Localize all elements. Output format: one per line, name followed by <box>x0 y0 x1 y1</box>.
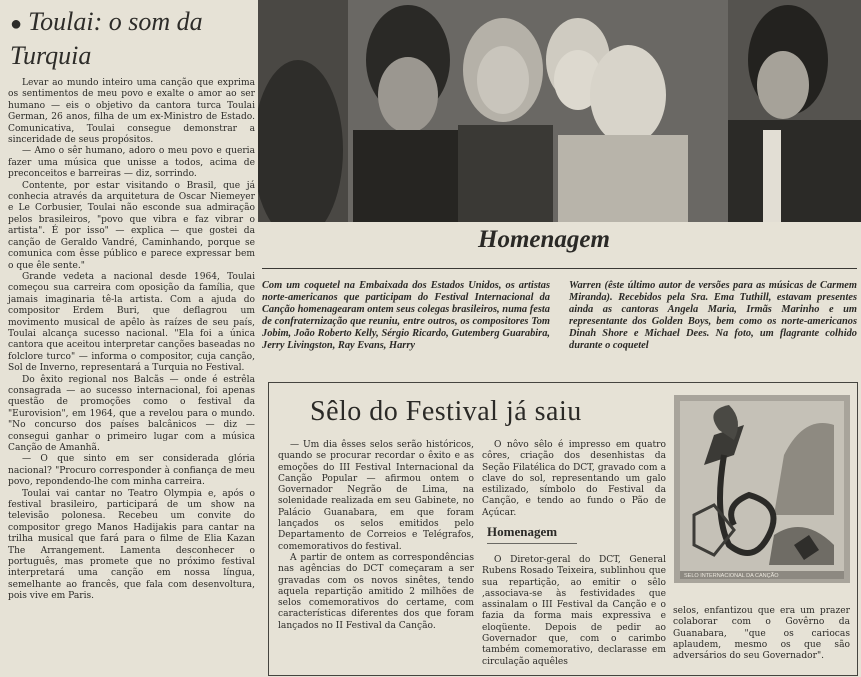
paragraph: Contente, por estar visitando o Brasil, que já conhecia através da arquitetura de Oscar Niemeyer e Le Corbusier, Toulai não esconde sua admiração pelos brasileiros, "povo que vibra e faz vibrar o artista". É por isso" — explica — que gostei da canção de Geraldo Vandré, Caminhando, porque se comunica com êsse público e parece expressar bem o que êle sente." <box>8 180 255 271</box>
paragraph: — Amo o sêr humano, adoro o meu povo e queria fazer uma música que unisse a todos, acima de preconceitos e barreiras — diz, sorrindo. <box>8 146 255 180</box>
paragraph: Levar ao mundo inteiro uma canção que exprima os sentimentos de meu povo e exalte o amor ao ser humano — eis o objetivo da cantora turca Toulai German, 26 anos, filha de um ex-Ministro de Estado. Comunicativa, Toulai consegue demonstrar a sinceridade de seus propósitos. <box>8 78 255 146</box>
selo-column-2-bottom <box>482 555 666 668</box>
photo-caption <box>262 280 857 372</box>
stamp-illustration <box>674 395 850 583</box>
paragraph: Do êxito regional nos Balcãs — onde é estrêla consagrada — ao sucesso internacional, foi apenas questão de promoções como o festival da "Eurovision", em 1964, que a revelou para o mundo. "No concurso dos países balcânicos — diz — consegui ganhar o primeiro lugar com a música Canção de Amanhã. <box>8 374 255 453</box>
photo-story-heading: Homenagem <box>478 226 610 253</box>
paragraph: O nôvo sêlo é impresso em quatro côres, criação dos desenhistas da Seção Filatélica do DCT, gravado com a clave do sol, representando um galo estilizado, símbolo do Festival da Canção, e tendo ao fundo o Pão de Açúcar. <box>482 440 666 518</box>
paragraph: — O que sinto em ser considerada glória nacional? "Procuro corresponder à confiança de meu povo, repondendo-lhe com minha carreira. <box>8 454 255 488</box>
selo-subheading: Homenagem <box>487 524 558 539</box>
selo-column-2-top <box>482 440 666 519</box>
paragraph: A partir de ontem as correspondências nas agências do DCT começaram a ser gravadas com os novos sinêtes, tendo aquela repartição amitido 2 milhões de selos comemorativos do certame, com características diferentes dos que foram lançados no II Festival da Canção. <box>278 552 474 631</box>
left-article-headline: ● Toulai: o som da Turquia <box>10 7 203 70</box>
paragraph: Toulai vai cantar no Teatro Olympia e, após o festival brasileiro, participará de um show na televisão polonesa. Recebeu um convite do compositor grego Manos Hadijakis para cantar na trilha musical que fará para o filme de Elia Kazan The Arrangement. Lamenta desconhecer o português, mas promete que no próximo festival interpretará uma canção em nossa língua, semelhante ao francês, que fala com desenvoltura, pois vive em Paris. <box>8 488 255 602</box>
divider <box>262 268 857 269</box>
selo-column-3 <box>673 606 850 662</box>
left-article-body <box>8 78 255 603</box>
caption-right: Warren (êste último autor de versões para as músicas de Carmem Miranda). Recebidos pela Sra. Ema Tuthill, estavam presentes ainda as cantoras Angela Maria, Irmãs Marinho e um representante dos Golden Boys, bem como os norte-americanos Dinah Shore e Michael Dees. Na foto, um flagrante colhido durante o coquetel <box>569 280 857 351</box>
caption-left: Com um coquetel na Embaixada dos Estados Unidos, os artistas norte-americanos que participam do Festival Internacional da Canção homenagearam ontem seus colegas brasileiros, numa festa de confraternização que reuniu, entre outros, os compositores Tom Jobim, João Roberto Kelly, Sérgio Ricardo, Gutemberg Guarabira, Jerry Livingston, Ray Evans, Harry <box>262 280 550 351</box>
photo-image <box>258 0 861 222</box>
bullet-icon: ● <box>10 13 23 35</box>
paragraph: selos, enfantizou que era um prazer colaborar com o Govêrno da Guanabara, "que os cariocas aplaudem, mesmo os que são adversários do seu Governador". <box>673 606 850 662</box>
stamp-caption: SELO INTERNACIONAL DA CANÇÃO <box>684 573 779 579</box>
paragraph: Grande vedeta a nacional desde 1964, Toulai começou sua carreira com oposição da família, que jamais imaginaria tê-la artista. Com a ajuda do compositor Erdem Buri, que deflagrou um movimento musical de apêlo às raízes de seu país, Toulai alcança sucesso nacional. "Ela foi a única cantora que aceitou interpretar canções baseadas no folclore turco" — informa o compositor, cuja canção, Sol de Inverno, representará a Turquia no Festival. <box>8 271 255 374</box>
selo-article-headline: Sêlo do Festival já saiu <box>310 396 582 427</box>
news-photo <box>258 0 861 222</box>
paragraph: O Diretor-geral do DCT, General Rubens Rosado Teixeira, sublinhou que sua repartição, ao emitir o sêlo ,associava-se às festividades que assinalam o III Festival da Canção e o fazia da forma mais expressiva e eloqüente. Depois de pedir ao Governador que, com o carimbo também comemorativo, declarasse em circulação aquêles <box>482 555 666 667</box>
selo-column-1 <box>278 440 474 632</box>
stamp-image <box>674 395 850 583</box>
paragraph: — Um dia êsses selos serão históricos, quando se procurar recordar o êxito e as emoções do III Festival Internacional da Canção Popular — afirmou ontem o Governador Negrão de Lima, na solenidade realizada em seu Gabinete, no Palácio Guanabara, em que foram lançados os selos emitidos pelo Departamento de Correios e Telégrafos, comemorativos do festival. <box>278 440 474 552</box>
divider <box>487 543 577 544</box>
